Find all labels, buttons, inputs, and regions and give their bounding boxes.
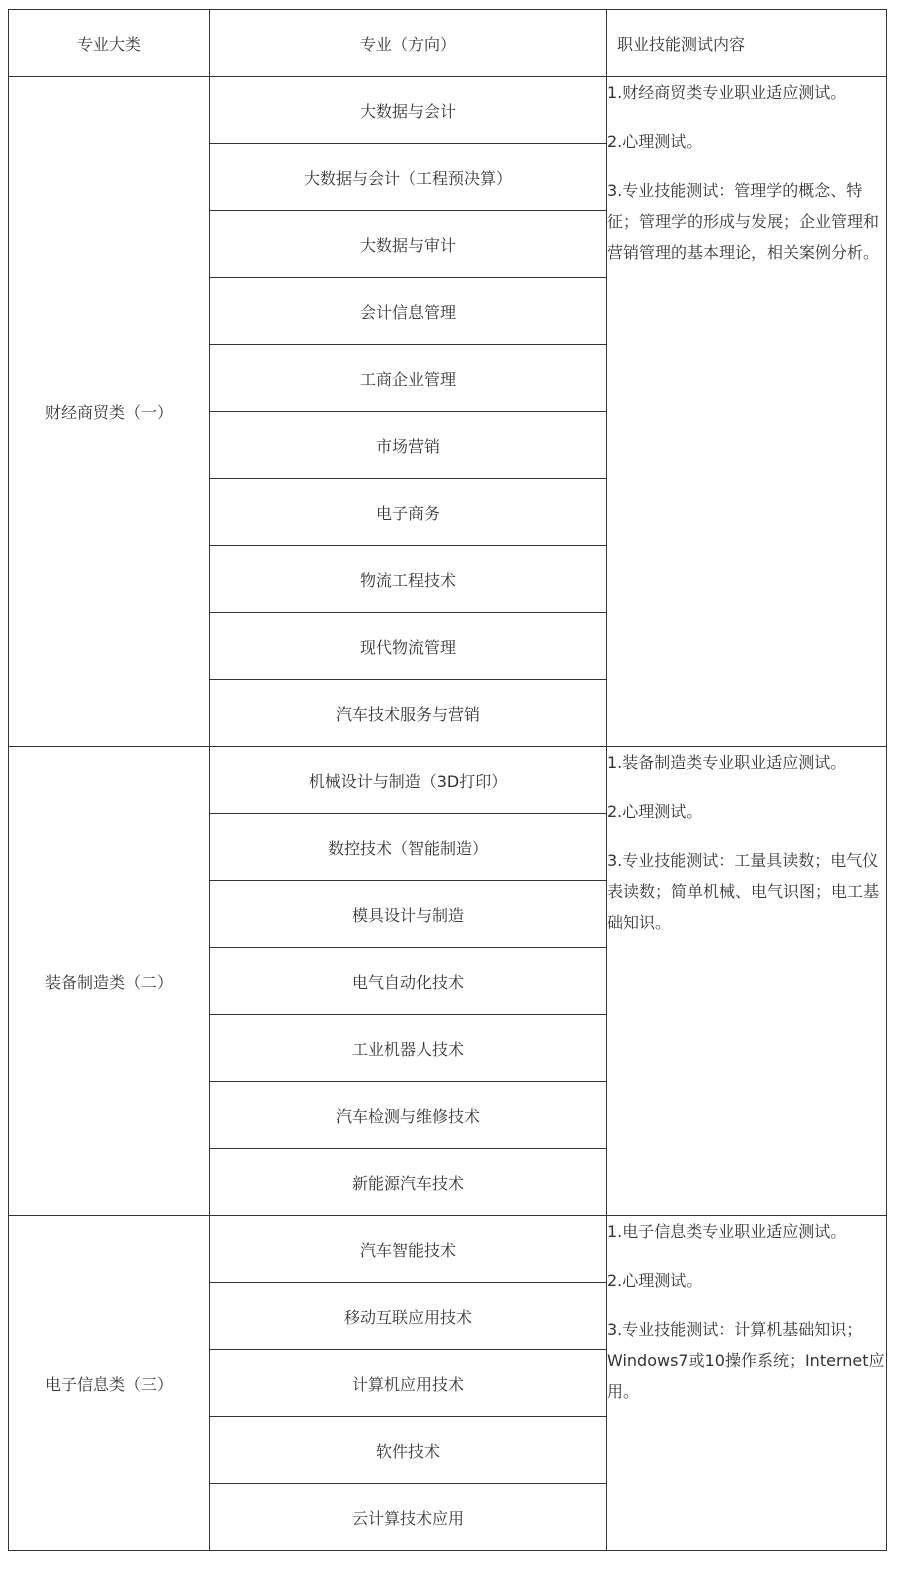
test-content-item: 1.财经商贸类专业职业适应测试。 [607, 83, 847, 102]
test-content-cell [607, 747, 887, 1216]
major-cell: 工业机器人技术 [210, 1015, 607, 1082]
header-content: 职业技能测试内容 [607, 10, 887, 77]
major-cell: 计算机应用技术 [210, 1350, 607, 1417]
major-cell: 会计信息管理 [210, 278, 607, 345]
major-cell: 汽车检测与维修技术 [210, 1082, 607, 1149]
test-content-item: 2.心理测试。 [607, 1271, 703, 1290]
major-cell: 数控技术（智能制造） [210, 814, 607, 881]
test-content-item: 3.专业技能测试：工量具读数；电气仪表读数；简单机械、电气识图；电工基础知识。 [607, 851, 880, 932]
test-content-item: 1.电子信息类专业职业适应测试。 [607, 1222, 847, 1241]
test-content-item: 1.装备制造类专业职业适应测试。 [607, 753, 847, 772]
major-cell: 汽车技术服务与营销 [210, 680, 607, 747]
majors-table [8, 9, 887, 1551]
category-cell: 装备制造类（二） [9, 747, 210, 1216]
major-cell: 市场营销 [210, 412, 607, 479]
major-cell: 软件技术 [210, 1417, 607, 1484]
major-cell: 云计算技术应用 [210, 1484, 607, 1551]
header-category: 专业大类 [9, 10, 210, 77]
major-cell: 电气自动化技术 [210, 948, 607, 1015]
table-header-row [9, 10, 887, 77]
major-cell: 现代物流管理 [210, 613, 607, 680]
major-cell: 大数据与审计 [210, 211, 607, 278]
major-cell: 模具设计与制造 [210, 881, 607, 948]
test-content-item: 2.心理测试。 [607, 802, 703, 821]
test-content-item: 3.专业技能测试：管理学的概念、特征；管理学的形成与发展；企业管理和营销管理的基本理论，相关案例分析。 [607, 181, 880, 262]
category-cell: 电子信息类（三） [9, 1216, 210, 1551]
major-cell: 大数据与会计 [210, 77, 607, 144]
major-cell: 移动互联应用技术 [210, 1283, 607, 1350]
major-cell: 汽车智能技术 [210, 1216, 607, 1283]
major-cell: 电子商务 [210, 479, 607, 546]
category-cell: 财经商贸类（一） [9, 77, 210, 747]
table-row [9, 747, 887, 814]
test-content-item: 2.心理测试。 [607, 132, 703, 151]
table-row [9, 1216, 887, 1283]
table-row [9, 77, 887, 144]
test-content-item: 3.专业技能测试：计算机基础知识；Windows7或10操作系统；Internet应用。 [607, 1320, 885, 1401]
major-cell: 新能源汽车技术 [210, 1149, 607, 1216]
major-cell: 机械设计与制造（3D打印） [210, 747, 607, 814]
test-content-cell [607, 1216, 887, 1551]
header-major: 专业（方向） [210, 10, 607, 77]
major-cell: 大数据与会计（工程预决算） [210, 144, 607, 211]
major-cell: 工商企业管理 [210, 345, 607, 412]
major-cell: 物流工程技术 [210, 546, 607, 613]
test-content-cell [607, 77, 887, 747]
